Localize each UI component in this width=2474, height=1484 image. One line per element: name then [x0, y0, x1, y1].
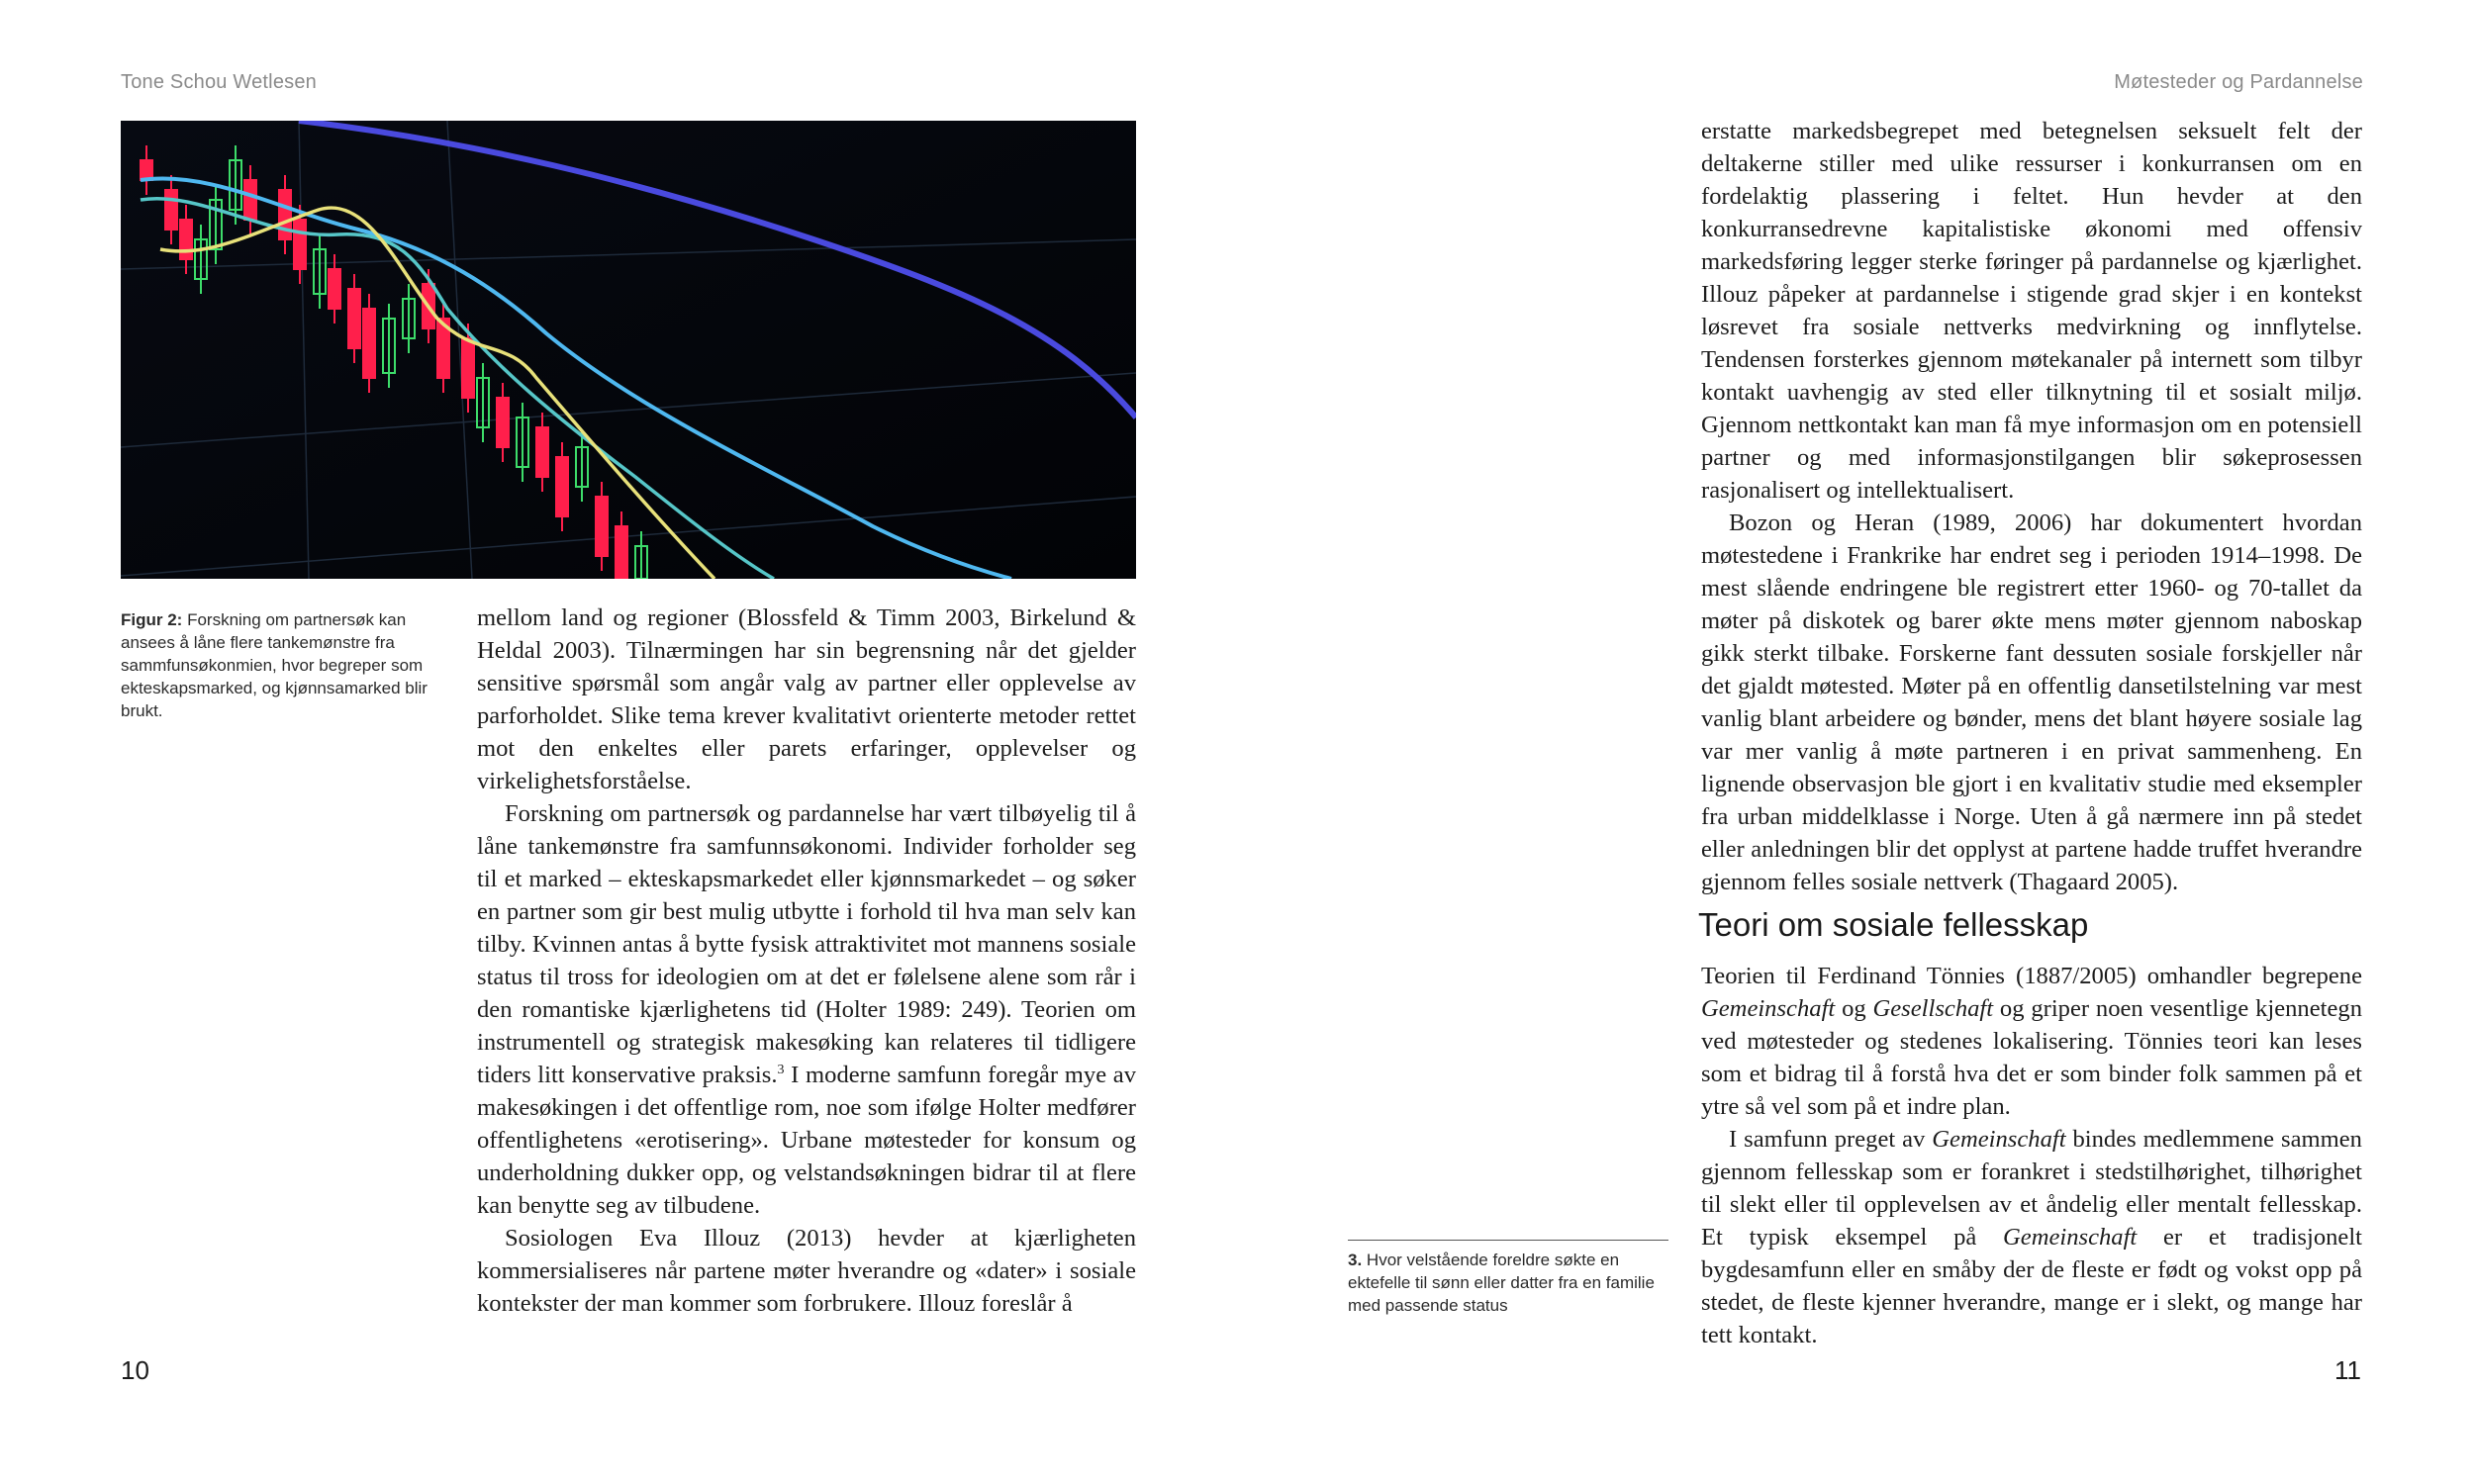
paragraph-part: og — [1835, 995, 1873, 1022]
paragraph-part: er et tradisjonelt bygdesamfunn eller en småby der de fleste er født og vokst opp på stedet, de fleste kjenner hverandre, mange er i slekt, og mange har tett kontakt. — [1701, 1224, 2362, 1348]
candle-body — [294, 220, 306, 269]
page-number-left: 10 — [121, 1355, 149, 1385]
paragraph: erstatte markedsbegrepet med betegnelsen seksuelt felt der deltakerne stiller med ulike ressurser i konkurransen om en fordelaktig plassering i feltet. Hun hevder at den konkurransedrevne kapitalistiske økonomi med offensiv markedsføring legger sterke føringer på pardannelse og kjærlighet. Illouz påpeker at pardannelse i stigende grad skjer i en kontekst løsrevet fra sosiale nettverks medvirkning og innflytelse. Tendensen forsterkes gjennom møtekanaler på internett som tilbyr kontakt uavhengig av sted eller tilknytning til et sosialt miljø. Gjennom nettkontakt kan man få mye informasjon om en potensiell partner og med informasjonstilgangen blir søkeprosessen rasjonalisert og intellektualisert. — [1701, 118, 2362, 504]
figure-photo — [121, 121, 1136, 579]
running-head-right: Møtesteder og Pardannelse — [2114, 71, 2363, 93]
paragraph-part: I samfunn preget av — [1729, 1126, 1933, 1153]
paragraph-part: Teorien til Ferdinand Tönnies (1887/2005) omhandler begrepene — [1701, 963, 2362, 989]
term: Gemeinschaft — [1701, 995, 1836, 1022]
page-number-right: 11 — [2334, 1355, 2361, 1385]
footnote — [1348, 1249, 1668, 1317]
paragraph-part: Forskning om partnersøk og pardannelse har vært tilbøyelig til å låne tankemønstre fra samfunnsøkonomi. Individer forholder seg til et marked – ekteskapsmarkedet eller kjønnsmarkedet – og søker en partner som gir best mulig utbytte i forhold til hva man selv kan tilby. Kvinnen antas å bytte fysisk attraktivitet mot mannens sosiale status til tross for ideologien om at det er følelsene alene som rår i den romantiske kjærlighetens tid (Holter 1989: 249). Teorien om instrumentell og strategisk makesøking kan relateres til tidligere tiders litt konservative praksis. — [477, 800, 1136, 1088]
right-body-text-bottom — [1701, 960, 2362, 1351]
section-heading: Teori om sosiale fellesskap — [1698, 906, 2089, 943]
candle-body — [596, 497, 608, 556]
left-body-text — [477, 602, 1136, 1320]
paragraph: Sosiologen Eva Illouz (2013) hevder at kjærligheten kommersialiseres når partene møter hverandre og «dater» i sosiale kontekster der man kommer som forbrukere. Illouz foreslår å — [477, 1225, 1136, 1317]
candle-body — [536, 427, 548, 477]
candle-body — [329, 269, 340, 309]
footnote-rule — [1348, 1240, 1668, 1241]
candle-body — [244, 180, 256, 220]
candle-body — [556, 457, 568, 516]
figure-caption-text: Forskning om partnersøk kan ansees å låne flere tankemønstre fra sammfunsøkonmien, hvor begreper som ekteskapsmarked, og kjønnsamarked blir brukt. — [121, 610, 428, 720]
paragraph: Bozon og Heran (1989, 2006) har dokumentert hvordan møtestedene i Frankrike har endret seg i perioden 1914–1998. De mest slående endringene ble registrert etter 1960- og 70-tallet da møter på diskotek og barer økte mens møter gjennom naboskap gikk sterkt tilbake. Forskerne fant dessuten sosiale forskjeller når det gjaldt møtested. Møter på en offentlig dansetilstelning var mest vanlig blant arbeidere og bønder, mens det blant høyere sosiale lag var mer vanlig å møte partneren i en privat sammenheng. En lignende observasjon ble gjort i en kvalitativ studie med eksempler fra urban middelklasse i Norge. Uten å gå nærmere inn på stedet eller anledningen blir det opplyst at partene hadde truffet hverandre gjennom felles sosiale nettverk (Thagaard 2005). — [1701, 510, 2362, 895]
figure-caption-label: Figur 2: — [121, 610, 183, 629]
paragraph — [477, 797, 1136, 1222]
candle-body — [497, 398, 509, 447]
right-body-text-top — [1701, 115, 2362, 898]
term: Gemeinschaft — [2003, 1224, 2138, 1251]
paragraph — [1701, 960, 2362, 1123]
paragraph-part: og griper noen vesentlige kjennetegn ved møtesteder og stedenes lokalisering. Tönnies teori kan leses som et bidrag til å forstå hva det er som binder folk sammen på et ytre så vel som på et indre plan. — [1701, 995, 2362, 1120]
candle-body — [165, 190, 177, 230]
paragraph-part: I moderne samfunn foregår mye av makesøkingen i det offentlige rom, noe som ifølge Holter medfører offentlighetens «erotisering». Urbane møtesteder for konsum og underholdning dukker opp, og velstandsøkningen bidrar til at flere kan benytte seg av tilbudene. — [477, 1062, 1137, 1219]
stock-candlestick-chart-photo — [121, 121, 1136, 579]
candle-body — [363, 309, 375, 378]
footnote-text: Hvor velstående foreldre søkte en ektefelle til sønn eller datter fra en familie med passende status — [1348, 1251, 1655, 1315]
footnote-number: 3. — [1348, 1251, 1363, 1269]
paragraph — [1701, 1123, 2362, 1351]
candle-body — [462, 338, 474, 398]
candle-body — [180, 220, 192, 259]
candle-body — [616, 526, 627, 579]
figure-caption — [121, 608, 452, 722]
footnote-mark[interactable]: 3 — [777, 1062, 785, 1077]
paragraph-part: bindes medlemmene sammen gjennom fellesskap som er forankret i stedstilhørighet, tilhørighet til slekt eller til opplevelsen av et åndelig eller mentalt fellesskap. Et typisk eksempel på — [1701, 1126, 2362, 1251]
running-head-left: Tone Schou Wetlesen — [121, 71, 317, 93]
term: Gemeinschaft — [1932, 1126, 2066, 1153]
term: Gesellschaft — [1872, 995, 1994, 1022]
candle-body — [348, 289, 360, 348]
paragraph: mellom land og regioner (Blossfeld & Timm 2003, Birkelund & Heldal 2003). Tilnærmingen har sin begrensning når det gjelder sensitive spørsmål som angår valg av partner eller opplevelse av parforholdet. Slike tema krever kvalitativt orienterte metoder rettet mot den enkeltes eller parets erfaringer, opplevelser og virkelighetsforståelse. — [477, 604, 1136, 794]
